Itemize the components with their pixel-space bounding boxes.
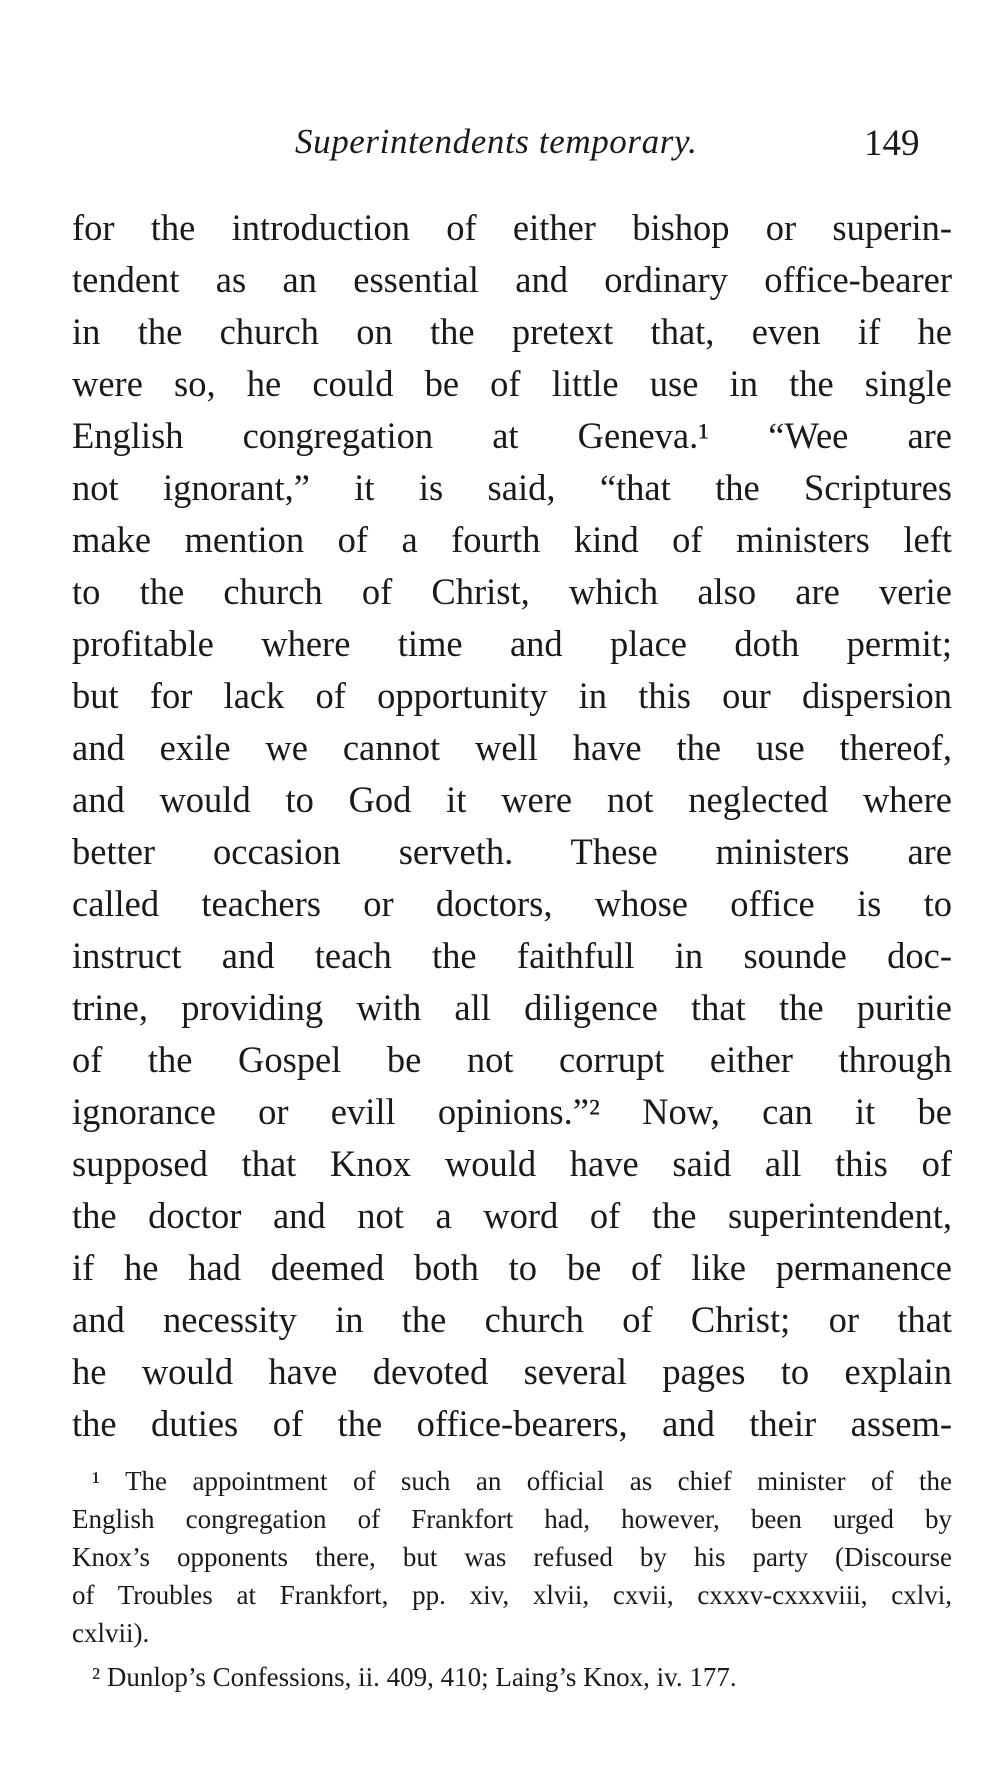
- body-line: but for lack of opportunity in this our dispersion: [72, 675, 952, 716]
- body-line: if he had deemed both to be of like permanence: [72, 1247, 952, 1288]
- body-line: English congregation at Geneva.¹ “Wee are: [72, 415, 952, 456]
- body-line: and exile we cannot well have the use thereof,: [72, 727, 952, 768]
- body-line: and necessity in the church of Christ; or that: [72, 1299, 952, 1340]
- body-line: supposed that Knox would have said all this of: [72, 1143, 952, 1184]
- body-line: ignorance or evill opinions.”² Now, can it be: [72, 1091, 952, 1132]
- body-line: trine, providing with all diligence that the puritie: [72, 987, 952, 1028]
- body-line: tendent as an essential and ordinary office-bearer: [72, 259, 952, 300]
- footnote-2: ² Dunlop’s Confessions, ii. 409, 410; Laing’s Knox, iv. 177.: [92, 1662, 737, 1692]
- body-line: profitable where time and place doth permit;: [72, 623, 952, 664]
- body-line: and would to God it were not neglected where: [72, 779, 952, 820]
- running-head: [0, 122, 1000, 182]
- body-line: better occasion serveth. These ministers are: [72, 831, 952, 872]
- footnote-1-line: of Troubles at Frankfort, pp. xiv, xlvii, cxvii, cxxxv-cxxxviii, cxlvi,: [72, 1580, 952, 1610]
- footnote-1-line: ¹ The appointment of such an official as chief minister of the: [92, 1466, 952, 1496]
- body-line: for the introduction of either bishop or superin-: [72, 207, 952, 248]
- body-line: to the church of Christ, which also are verie: [72, 571, 952, 612]
- body-line: were so, he could be of little use in the single: [72, 363, 952, 404]
- body-line: of the Gospel be not corrupt either through: [72, 1039, 952, 1080]
- footnote-1-line: Knox’s opponents there, but was refused by his party (Discourse: [72, 1542, 952, 1572]
- page-number: 149: [864, 123, 920, 164]
- body-line: in the church on the pretext that, even if he: [72, 311, 952, 352]
- body-line: make mention of a fourth kind of ministers left: [72, 519, 952, 560]
- running-title: Superintendents temporary.: [295, 122, 698, 161]
- body-line: the duties of the office-bearers, and their assem-: [72, 1403, 952, 1444]
- body-line: called teachers or doctors, whose office is to: [72, 883, 952, 924]
- body-line: he would have devoted several pages to explain: [72, 1351, 952, 1392]
- footnotes: [72, 1462, 952, 1696]
- body-line: instruct and teach the faithfull in sounde doc-: [72, 935, 952, 976]
- body-line: the doctor and not a word of the superintendent,: [72, 1195, 952, 1236]
- body-text: [72, 202, 952, 1450]
- footnote-1-line: English congregation of Frankfort had, however, been urged by: [72, 1504, 952, 1534]
- footnote-1-line: cxlvii).: [72, 1618, 150, 1648]
- body-line: not ignorant,” it is said, “that the Scriptures: [72, 467, 952, 508]
